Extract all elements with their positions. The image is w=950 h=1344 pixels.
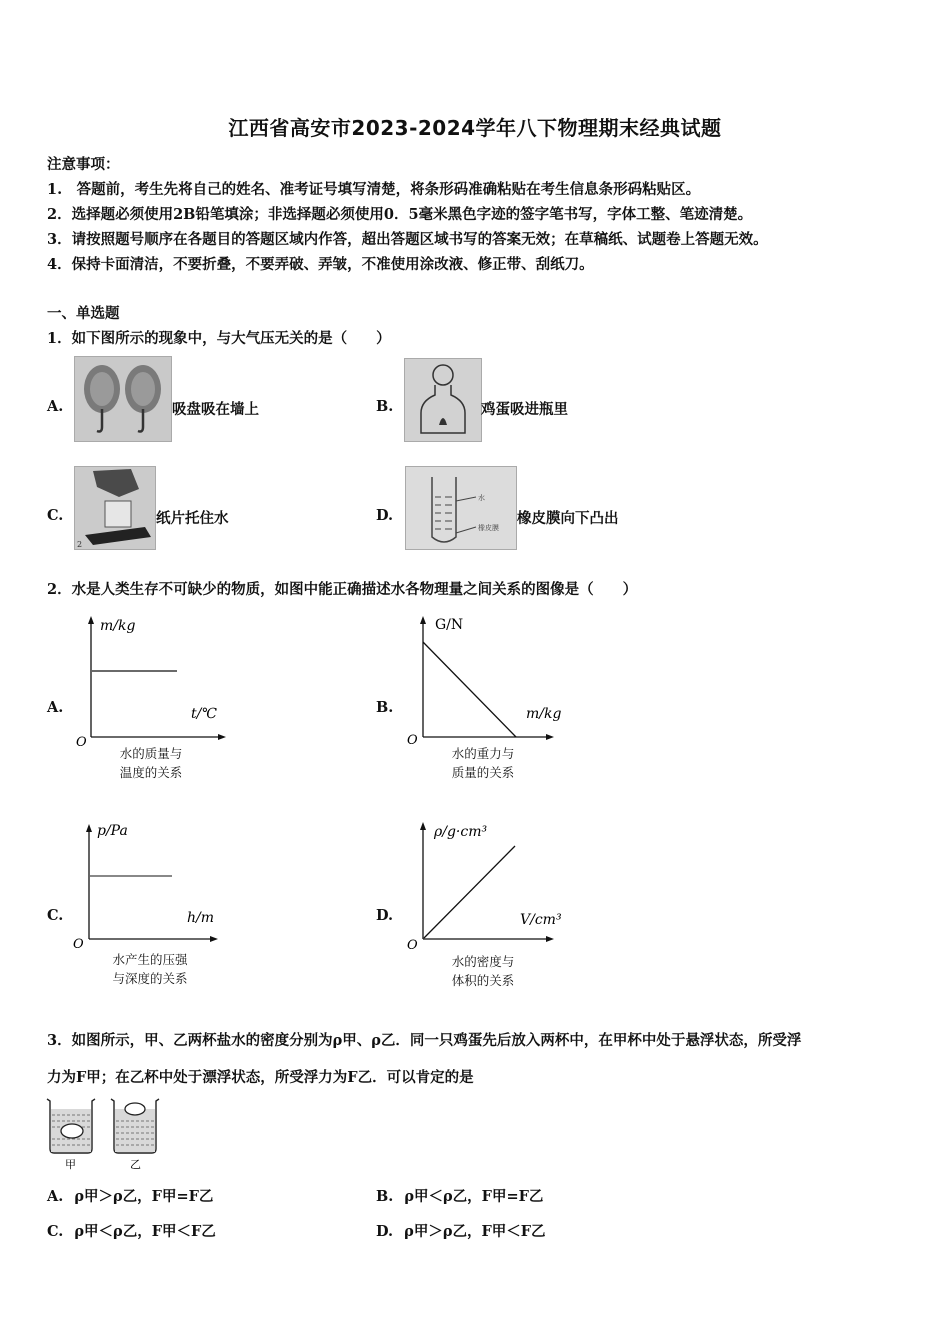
membrane-tube-image [405,466,517,550]
graph-c-origin: O [73,937,84,951]
egg-bottle-drawing [405,359,481,441]
graph-d-caption [423,952,543,990]
notice-item-2: 2．选择题必须使用2B铅笔填涂；非选择题必须使用0．5毫米黑色字迹的签字笔书写，字体工整、笔迹清楚。 [47,206,753,223]
graph-a-ylabel: m/kg [100,618,136,634]
paper-water-image [74,466,156,550]
graph-b-caption-2: 质量的关系 [451,765,515,780]
graph-c-ylabel: p/Pa [97,823,128,839]
graph-b-ylabel: G/N [435,617,464,633]
graph-d-line [424,846,515,938]
graph-b-origin: O [407,733,418,747]
q1-option-c-letter[interactable]: C. [47,507,64,524]
graph-d-origin: O [407,938,418,951]
q1-option-b-letter[interactable]: B. [376,398,394,415]
q2-stem: 2．水是人类生存不可缺少的物质，如图中能正确描述水各物理量之间关系的图像是（ ） [47,581,638,598]
q3-stem-line1: 3．如图所示，甲、乙两杯盐水的密度分别为ρ甲、ρ乙．同一只鸡蛋先后放入两杯中，在甲杯中处于悬浮状态，所受浮 [47,1032,802,1049]
graph-d [400,814,575,951]
graph-d-xlabel: V/cm³ [520,912,562,928]
q3-stem-line2: 力为F甲；在乙杯中处于漂浮状态，所受浮力为F乙．可以肯定的是 [47,1069,474,1086]
graph-a-caption-2: 温度的关系 [119,765,183,780]
graph-a-caption-1: 水的质量与 [119,746,183,761]
graph-d-ylabel: ρ/g·cm³ [434,824,488,840]
graph-a-origin: O [76,735,87,747]
q2-option-b-letter[interactable]: B. [376,699,394,716]
notice-heading: 注意事项： [47,156,120,173]
graph-d-caption-1: 水的密度与 [451,954,515,969]
paper-water-drawing [75,467,155,549]
beaker-yi [111,1099,159,1171]
q2-option-a-letter[interactable]: A. [47,699,64,716]
q2-option-c-letter[interactable]: C. [47,907,64,924]
page-title: 江西省高安市2023-2024学年八下物理期末经典试题 [228,116,722,140]
notice-item-1: 1. 答题前，考生先将自己的姓名、准考证号填写清楚，将条形码准确粘贴在考生信息条形码粘贴区。 [47,181,701,198]
notice-item-4: 4．保持卡面清洁，不要折叠，不要弄破、弄皱，不准使用涂改液、修正带、刮纸刀。 [47,256,594,273]
graph-b [400,612,570,747]
q1-option-a-text: 吸盘吸在墙上 [172,401,259,418]
q3-option-a-text: ρ甲＞ρ乙，F甲=F乙 [74,1188,214,1205]
q1-option-d-letter[interactable]: D. [376,507,394,524]
graph-b-caption [423,744,543,782]
graph-a [70,612,230,747]
egg-yi [125,1103,145,1115]
q1-option-b-text: 鸡蛋吸进瓶里 [481,401,568,418]
q3-option-b-letter: B. [376,1188,394,1205]
graph-c [70,816,230,951]
beaker-jia [47,1099,95,1171]
q3-option-a[interactable] [47,1185,213,1206]
q2-option-d-letter[interactable]: D. [376,907,394,924]
membrane-tube-drawing [406,467,516,549]
section-heading: 一、单选题 [47,305,120,322]
graph-b-xlabel: m/kg [526,706,562,722]
graph-a-xlabel: t/℃ [191,706,218,722]
suction-cup-drawing [75,357,171,441]
suction-cup-image [74,356,172,442]
q1-stem: 1．如下图所示的现象中，与大气压无关的是（ ） [47,330,391,347]
cup-label-jia: 甲 [65,1158,76,1171]
q3-option-c-text: ρ甲＜ρ乙，F甲＜F乙 [74,1223,216,1240]
graph-a-caption [91,744,211,782]
q1-option-a-letter[interactable]: A. [47,398,64,415]
graph-d-caption-2: 体积的关系 [451,973,515,988]
q3-option-d-letter: D. [376,1223,394,1240]
graph-b-caption-1: 水的重力与 [451,746,515,761]
q3-option-b-text: ρ甲＜ρ乙，F甲=F乙 [404,1188,544,1205]
q3-option-d[interactable] [376,1220,546,1241]
egg-jia [61,1124,83,1138]
q1-option-c-text: 纸片托住水 [156,510,229,527]
egg-bottle-image [404,358,482,442]
figure-number: 2 [77,540,83,549]
graph-c-caption-2: 与深度的关系 [112,971,188,986]
cup-label-yi: 乙 [130,1158,141,1171]
q3-option-d-text: ρ甲＞ρ乙，F甲＜F乙 [404,1223,546,1240]
membrane-label: 橡皮膜 [478,524,499,532]
graph-c-caption-1: 水产生的压强 [112,952,188,967]
q3-option-c[interactable] [47,1220,216,1241]
notice-item-3: 3．请按照题号顺序在各题目的答题区域内作答，超出答题区域书写的答案无效；在草稿纸、试题卷上答题无效。 [47,231,768,248]
q3-option-b[interactable] [376,1185,543,1206]
graph-c-xlabel: h/m [187,910,215,926]
q3-option-c-letter: C. [47,1223,64,1240]
graph-b-line [423,642,516,737]
graph-c-caption [90,950,210,988]
q3-option-a-letter: A. [47,1188,64,1205]
beakers-figure [42,1093,167,1173]
water-label: 水 [478,494,485,502]
q1-option-d-text: 橡皮膜向下凸出 [517,510,619,527]
